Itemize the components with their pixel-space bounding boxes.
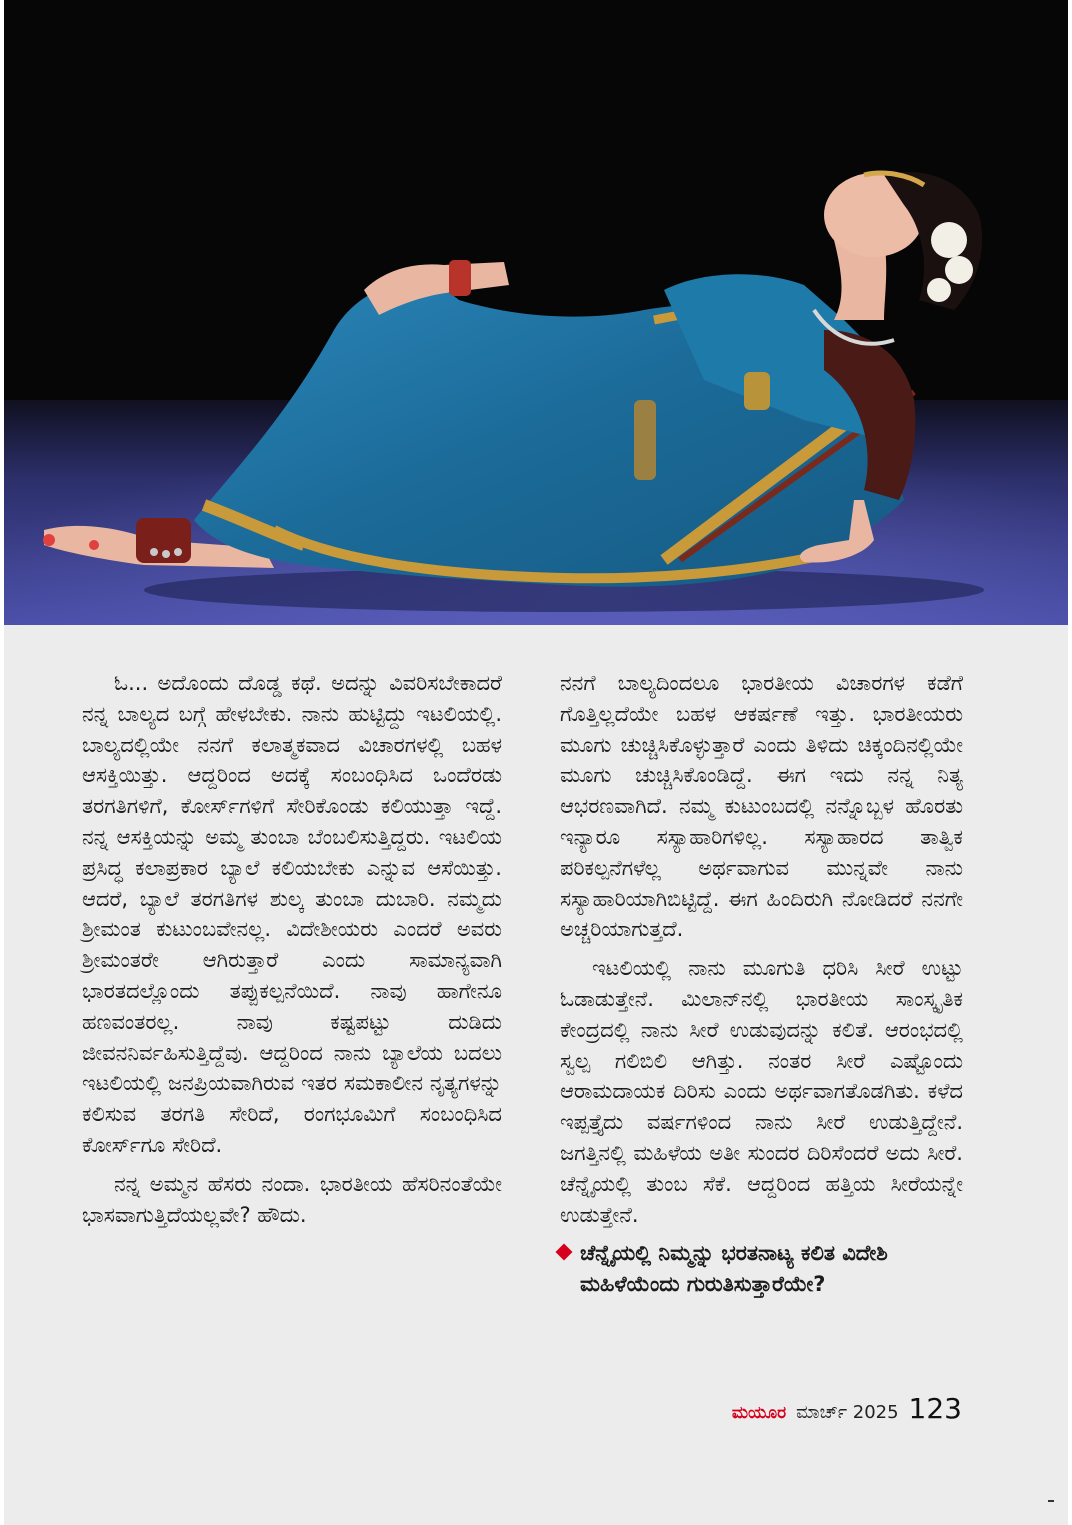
article-paragraph: ನನಗೆ ಬಾಲ್ಯದಿಂದಲೂ ಭಾರತೀಯ ವಿಚಾರಗಳ ಕಡೆಗೆ ಗೊತ್ತಿಲ್ಲದೆಯೇ ಬಹಳ ಆಕರ್ಷಣೆ ಇತ್ತು. ಭಾರತೀಯರು ಮೂಗು ಚುಚ್ಚಿಸಿಕೊಳ್ಳುತ್ತಾರೆ ಎಂದು ತಿಳಿದು ಚಿಕ್ಕಂದಿನಲ್ಲಿಯೇ ಮೂಗು ಚುಚ್ಚಿಸಿಕೊಂಡಿದ್ದೆ. ಈಗ ಇದು ನನ್ನ ನಿತ್ಯ ಆಭರಣವಾಗಿದೆ. ನಮ್ಮ ಕುಟುಂಬದಲ್ಲಿ ನನ್ನೊಬ್ಬಳ ಹೊರತು ಇನ್ಯಾರೂ ಸಸ್ಯಾಹಾರಿಗಳಿಲ್ಲ. ಸಸ್ಯಾಹಾರದ ತಾತ್ವಿಕ ಪರಿಕಲ್ಪನೆಗಳೆಲ್ಲ ಅರ್ಥವಾಗುವ ಮುನ್ನವೇ ನಾನು ಸಸ್ಯಾಹಾರಿಯಾಗಿಬಿಟ್ಟಿದ್ದೆ. ಈಗ ಹಿಂದಿರುಗಿ ನೋಡಿದರೆ ನನಗೇ ಅಚ್ಚರಿಯಾಗುತ್ತದೆ. [560,671,963,942]
issue-date: ಮಾರ್ಚ್ 2025 [796,1402,899,1423]
article-paragraph: ನನ್ನ ಅಮ್ಮನ ಹೆಸರು ನಂದಾ. ಭಾರತೀಯ ಹೆಸರಿನಂತೆಯೇ ಭಾಸವಾಗುತ್ತಿದೆಯಲ್ಲವೇ? ಹೌದು. [82,1171,502,1227]
article-column-right [560,668,963,1308]
article-paragraph: ಇಟಲಿಯಲ್ಲಿ ನಾನು ಮೂಗುತಿ ಧರಿಸಿ ಸೀರೆ ಉಟ್ಟು ಓಡಾಡುತ್ತೇನೆ. ಮಿಲಾನ್‌ನಲ್ಲಿ ಭಾರತೀಯ ಸಾಂಸ್ಕೃತಿಕ ಕೇಂದ್ರದಲ್ಲಿ ನಾನು ಸೀರೆ ಉಡುವುದನ್ನು ಕಲಿತೆ. ಆರಂಭದಲ್ಲಿ ಸ್ವಲ್ಪ ಗಲಿಬಿಲಿ ಆಗಿತ್ತು. ನಂತರ ಸೀರೆ ಎಷ್ಟೊಂದು ಆರಾಮದಾಯಕ ದಿರಿಸು ಎಂದು ಅರ್ಥವಾಗತೊಡಗಿತು. ಕಳೆದ ಇಪ್ಪತ್ತೈದು ವರ್ಷಗಳಿಂದ ನಾನು ಸೀರೆ ಉಡುತ್ತಿದ್ದೇನೆ. ಜಗತ್ತಿನಲ್ಲಿ ಮಹಿಳೆಯ ಅತೀ ಸುಂದರ ದಿರಿಸೆಂದರೆ ಅದು ಸೀರೆ. ಚೆನ್ನೈಯಲ್ಲಿ ತುಂಬ ಸೆಕೆ. ಆದ್ದರಿಂದ ಹತ್ತಿಯ ಸೀರೆಯನ್ನೇ ಉಡುತ್ತೇನೆ. [560,956,963,1227]
article-column-left [82,668,502,1238]
interview-question [560,1238,963,1300]
diamond-bullet-icon [556,1244,573,1261]
page-margin-right [1068,0,1072,1525]
page-number: 123 [908,1392,962,1425]
article-paragraph: ಓ... ಅದೊಂದು ದೊಡ್ಡ ಕಥೆ. ಅದನ್ನು ವಿವರಿಸಬೇಕಾದರೆ ನನ್ನ ಬಾಲ್ಯದ ಬಗ್ಗೆ ಹೇಳಬೇಕು. ನಾನು ಹುಟ್ಟಿದ್ದು ಇಟಲಿಯಲ್ಲಿ. ಬಾಲ್ಯದಲ್ಲಿಯೇ ನನಗೆ ಕಲಾತ್ಮಕವಾದ ವಿಚಾರಗಳಲ್ಲಿ ಬಹಳ ಆಸಕ್ತಿಯಿತ್ತು. ಆದ್ದರಿಂದ ಅದಕ್ಕೆ ಸಂಬಂಧಿಸಿದ ಒಂದೆರಡು ತರಗತಿಗಳಿಗೆ, ಕೋರ್ಸ್‌ಗಳಿಗೆ ಸೇರಿಕೊಂಡು ಕಲಿಯುತ್ತಾ ಇದ್ದೆ. ನನ್ನ ಆಸಕ್ತಿಯನ್ನು ಅಮ್ಮ ತುಂಬಾ ಬೆಂಬಲಿಸುತ್ತಿದ್ದರು. ಇಟಲಿಯ ಪ್ರಸಿದ್ಧ ಕಲಾಪ್ರಕಾರ ಬ್ಯಾಲೆ ಕಲಿಯಬೇಕು ಎನ್ನುವ ಆಸೆಯಿತ್ತು. ಆದರೆ, ಬ್ಯಾಲೆ ತರಗತಿಗಳ ಶುಲ್ಕ ತುಂಬಾ ದುಬಾರಿ. ನಮ್ಮದು ಶ್ರೀಮಂತ ಕುಟುಂಬವೇನಲ್ಲ. ವಿದೇಶೀಯರು ಎಂದರೆ ಅವರು ಶ್ರೀಮಂತರೇ ಆಗಿರುತ್ತಾರೆ ಎಂದು ಸಾಮಾನ್ಯವಾಗಿ ಭಾರತದಲ್ಲೊಂದು ತಪ್ಪುಕಲ್ಪನೆಯಿದೆ. ನಾವು ಹಾಗೇನೂ ಹಣವಂತರಲ್ಲ. ನಾವು ಕಷ್ಟಪಟ್ಟು ದುಡಿದು ಜೀವನನಿರ್ವಹಿಸುತ್ತಿದ್ದೆವು. ಆದ್ದರಿಂದ ನಾನು ಬ್ಯಾಲೆಯ ಬದಲು ಇಟಲಿಯಲ್ಲಿ ಜನಪ್ರಿಯವಾಗಿರುವ ಇತರ ಸಮಕಾಲೀನ ನೃತ್ಯಗಳನ್ನು ಕಲಿಸುವ ತರಗತಿ ಸೇರಿದೆ, ರಂಗಭೂಮಿಗೆ ಸಂಬಂಧಿಸಿದ ಕೋರ್ಸ್‌ಗೂ ಸೇರಿದೆ. [82,671,502,1157]
crop-mark [1048,1500,1054,1502]
interview-question-text: ಚೆನ್ನೈಯಲ್ಲಿ ನಿಮ್ಮನ್ನು ಭರತನಾಟ್ಯ ಕಲಿತ ವಿದೇಶಿ ಮಹಿಳೆಯೆಂದು ಗುರುತಿಸುತ್ತಾರೆಯೇ? [580,1241,888,1297]
dancer-photo [4,0,1068,625]
magazine-brand: ಮಯೂರ [731,1403,787,1423]
page-footer [732,1392,962,1425]
